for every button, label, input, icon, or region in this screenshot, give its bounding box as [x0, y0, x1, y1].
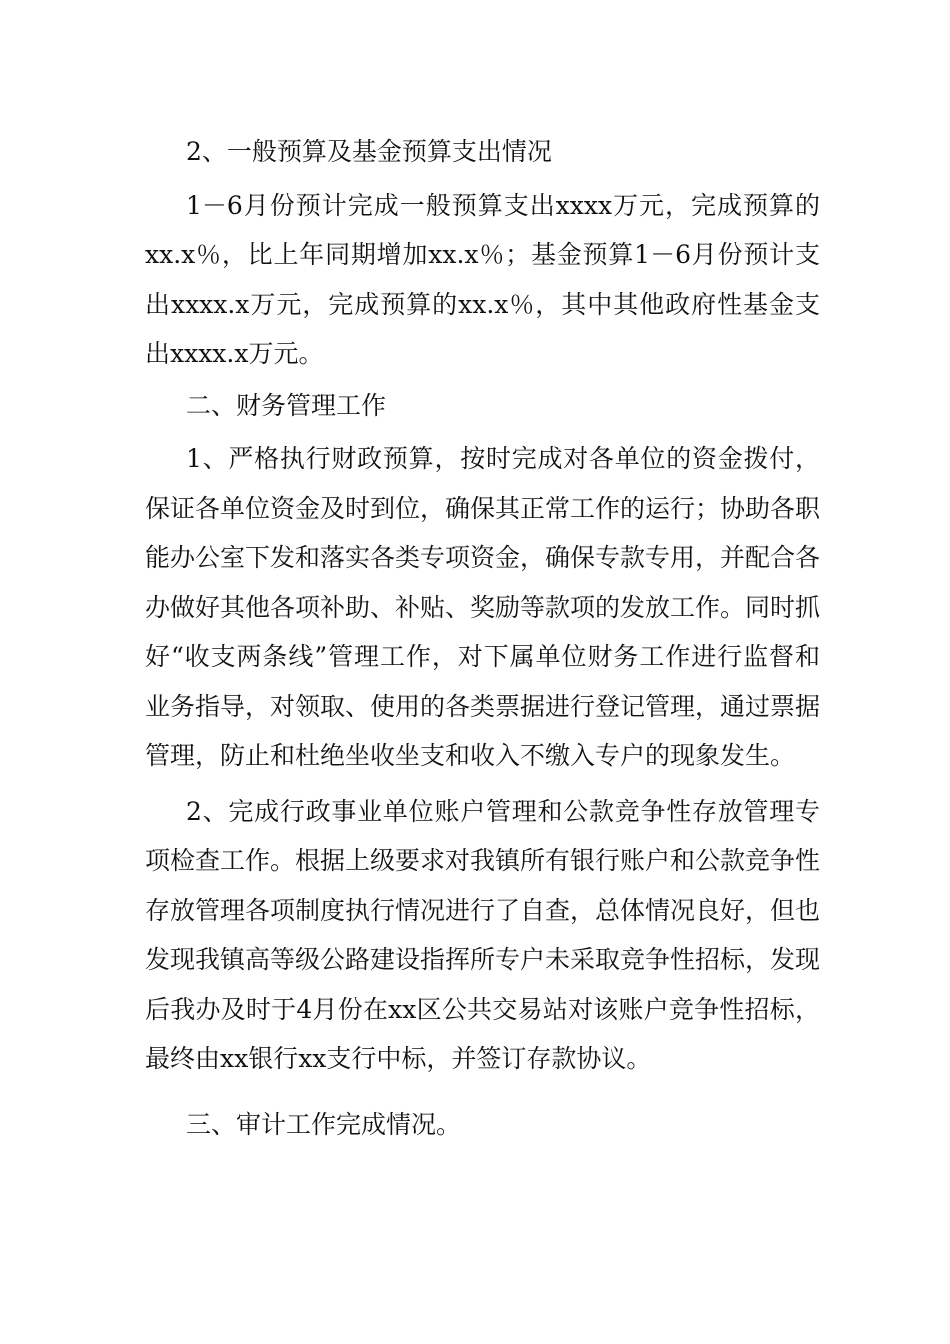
section-heading-budget-expenditure: 2、一般预算及基金预算支出情况 [186, 137, 552, 166]
paragraph-financial-item-1: 1、严格执行财政预算，按时完成对各单位的资金拨付，保证各单位资金及时到位，确保其正常工作的运行；协助各职能办公室下发和落实各类专项资金，确保专款专用，并配合各办做好其他各项补助、补贴、奖励等款项的发放工作。同时抓好“收支两条线”管理工作，对下属单位财务工作进行监督和业务指导，对领取、使用的各类票据进行登记管理，通过票据管理，防止和杜绝坐收坐支和收入不缴入专户的现象发生。 [145, 444, 821, 770]
paragraph-financial-item-2: 2、完成行政事业单位账户管理和公款竞争性存放管理专项检查工作。根据上级要求对我镇所有银行账户和公款竞争性存放管理各项制度执行情况进行了自查，总体情况良好，但也发现我镇高等级公路建设指挥所专户未采取竞争性招标，发现后我办及时于4月份在xx区公共交易站对该账户竞争性招标，最终由xx银行xx支行中标，并签订存款协议。 [145, 796, 821, 1073]
section-heading-financial-management: 二、财务管理工作 [186, 390, 387, 420]
document-body [145, 127, 820, 1153]
paragraph-budget-expenditure: 1－6月份预计完成一般预算支出xxxx万元，完成预算的xx.x％，比上年同期增加xx.x％；基金预算1－6月份预计支出xxxx.x万元，完成预算的xx.x％，其中其他政府性基金支出xxxx.x万元。 [145, 190, 820, 368]
section-heading-audit-work: 三、审计工作完成情况。 [186, 1109, 462, 1139]
